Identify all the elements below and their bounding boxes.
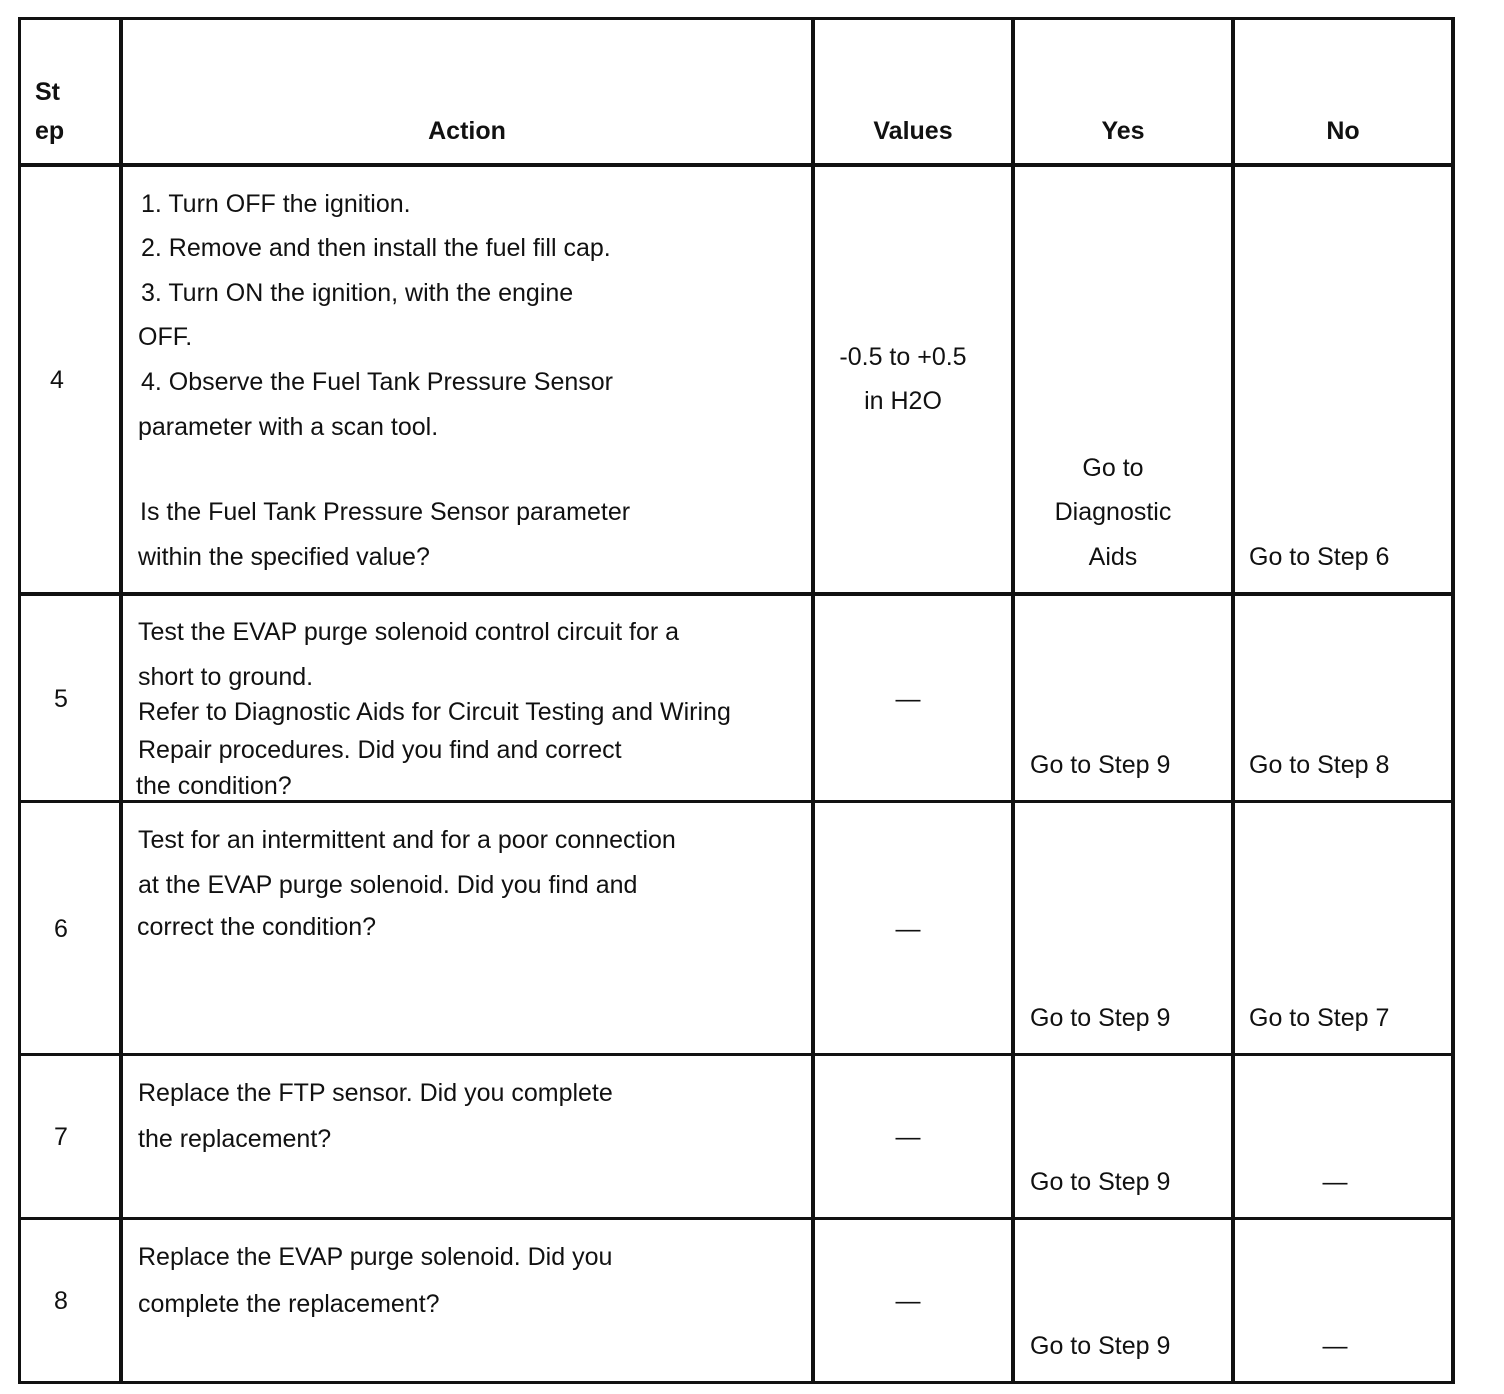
- value-none: —: [895, 1123, 921, 1151]
- action-line: parameter with a scan tool.: [138, 413, 439, 441]
- action-question: within the specified value?: [138, 543, 430, 571]
- action-question: Is the Fuel Tank Pressure Sensor parameter: [140, 498, 631, 526]
- action-line: short to ground.: [138, 663, 314, 691]
- yes-result: Diagnostic: [1054, 498, 1172, 526]
- action-line: 1. Turn OFF the ignition.: [141, 190, 411, 218]
- table-border-left: [18, 17, 21, 1384]
- action-line: complete the replacement?: [138, 1290, 440, 1318]
- action-line: Test the EVAP purge solenoid control circuit for a: [138, 618, 680, 646]
- table-border-right: [1451, 17, 1455, 1384]
- value-none: —: [895, 915, 921, 943]
- no-result: Go to Step 8: [1249, 751, 1390, 779]
- action-line: Replace the EVAP purge solenoid. Did you: [138, 1243, 613, 1271]
- yes-result: Go to Step 9: [1030, 1004, 1171, 1032]
- row-divider: [18, 1053, 1455, 1056]
- step-number: 6: [54, 915, 68, 943]
- action-line: OFF.: [138, 323, 193, 351]
- action-line: correct the condition?: [137, 913, 377, 941]
- yes-result: Aids: [1088, 543, 1138, 571]
- action-line: 4. Observe the Fuel Tank Pressure Sensor: [141, 368, 613, 396]
- action-line: Repair procedures. Did you find and correct: [138, 736, 622, 764]
- row-divider: [18, 592, 1455, 596]
- column-divider: [1011, 17, 1015, 1384]
- value-unit: in H2O: [864, 387, 942, 415]
- row-divider: [18, 1217, 1455, 1220]
- no-result: —: [1322, 1332, 1348, 1360]
- table-border-bottom: [18, 1381, 1455, 1384]
- yes-result: Go to Step 9: [1030, 751, 1171, 779]
- value-none: —: [895, 1287, 921, 1315]
- action-line: 3. Turn ON the ignition, with the engine: [141, 279, 574, 307]
- action-line: at the EVAP purge solenoid. Did you find and: [138, 871, 638, 899]
- value-none: —: [895, 685, 921, 713]
- column-divider: [119, 17, 123, 1384]
- action-line: the replacement?: [138, 1125, 332, 1153]
- yes-result: Go to Step 9: [1030, 1168, 1171, 1196]
- header-action: Action: [428, 117, 506, 145]
- step-number: 7: [54, 1123, 68, 1151]
- no-result: —: [1322, 1168, 1348, 1196]
- yes-result: Go to Step 9: [1030, 1332, 1171, 1360]
- step-number: 8: [54, 1287, 68, 1315]
- yes-result: Go to: [1082, 454, 1144, 482]
- no-result: Go to Step 6: [1249, 543, 1390, 571]
- header-no: No: [1326, 117, 1360, 145]
- action-line: the condition?: [136, 772, 292, 800]
- header-step-line2: ep: [35, 117, 65, 145]
- no-result: Go to Step 7: [1249, 1004, 1390, 1032]
- header-divider: [18, 163, 1455, 167]
- action-line: 2. Remove and then install the fuel fill cap.: [141, 234, 611, 262]
- header-yes: Yes: [1101, 117, 1145, 145]
- header-values: Values: [873, 117, 953, 145]
- step-number: 5: [54, 685, 68, 713]
- action-line: Test for an intermittent and for a poor connection: [138, 826, 676, 854]
- header-step-line1: St: [35, 78, 60, 106]
- action-line: Replace the FTP sensor. Did you complete: [138, 1079, 613, 1107]
- table-border-top: [18, 17, 1455, 20]
- action-line: Refer to Diagnostic Aids for Circuit Testing and Wiring: [138, 698, 731, 726]
- step-number: 4: [50, 366, 64, 394]
- value-range: -0.5 to +0.5: [839, 343, 967, 371]
